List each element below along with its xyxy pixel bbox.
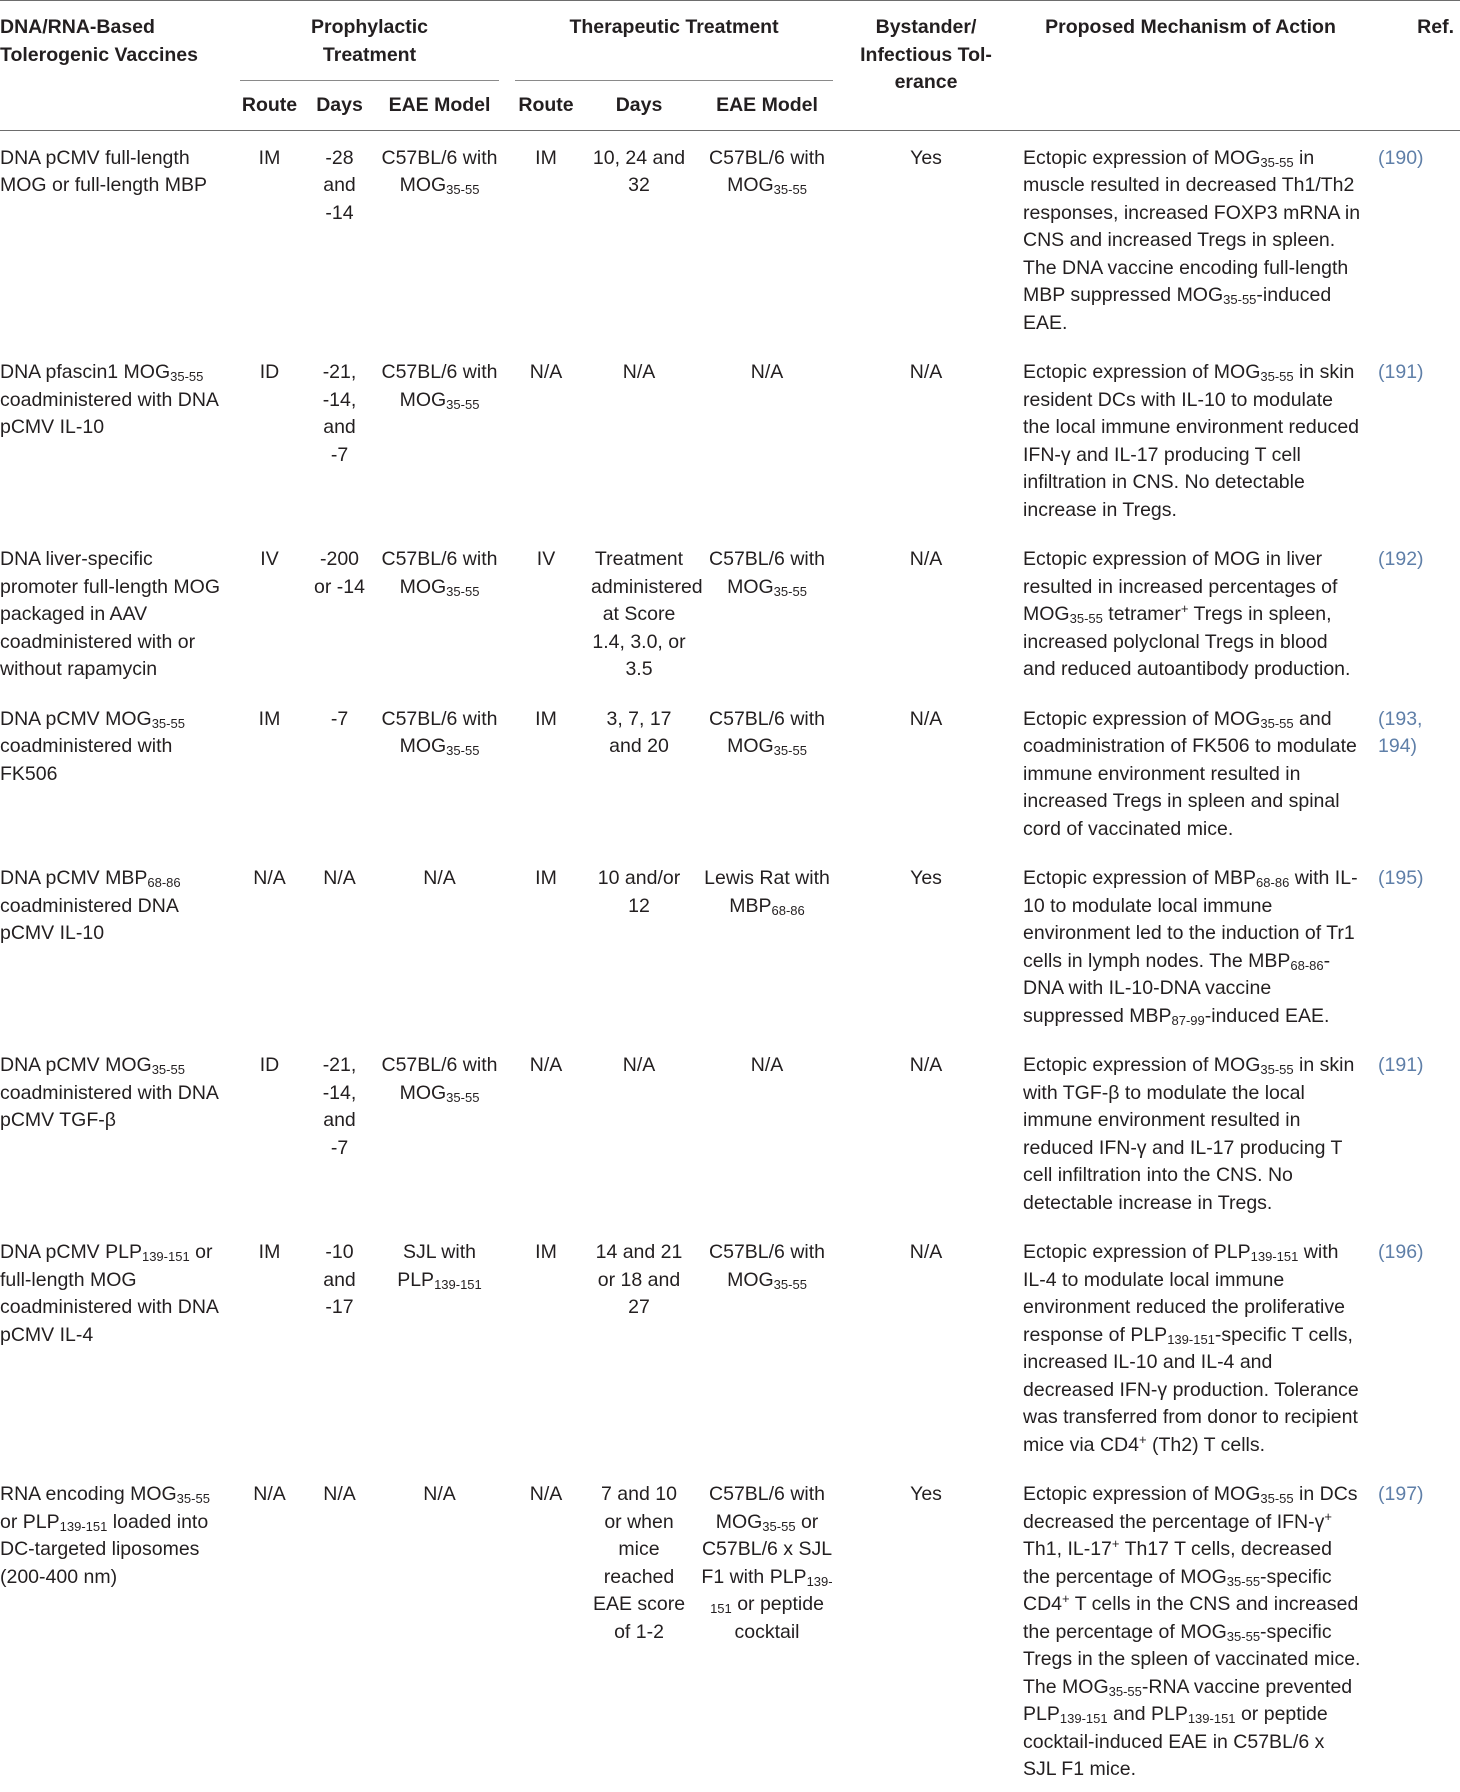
prophylactic-days-cell: N/A [323,867,356,889]
therapeutic-model-cell: C57BL/6 with $MOG_{35-55}$ [709,707,825,758]
therapeutic-model-cell: C57BL/6 with $MOG_{35-55}$ [709,548,825,599]
prophylactic-days-cell: -200 or -14 [314,548,365,598]
prophylactic-model-cell: C57BL/6 with $MOG_{35-55}$ [381,707,498,758]
therapeutic-model-cell: C57BL/6 with $MOG_{35-55}$ or C57BL/6 x SJL F1 with $PLP_{139-151}$ or peptide cocktail [701,1483,833,1643]
header-p-route: Route [241,94,298,116]
bystander-cell: N/A [909,707,943,730]
prophylactic-model-cell: SJL with $PLP_{139-151}$ [397,1241,482,1292]
therapeutic-days-cell: 3, 7, 17 and 20 [606,707,672,757]
header-t-route: Route [518,94,574,116]
mechanism-cell: Ectopic expression of $MOG_{35-55}$ in DCs decreased the percentage of IFN-γ+ Th1, IL-17+ Th17 T cells, decreased the percentage of $MOG_{35-55}$-specific CD4+ T cells in the CNS and increased the percentage of $MOG_{35-55}$-specific Tregs in the spleen of vaccinated mice. The $MOG_{35-55}$-RNA vaccine prevented $PLP_{139-151}$ and $PLP_{139-151}$ or peptide cocktail-induced EAE in C57BL/6 x SJL F1 mice. [1023,1483,1361,1780]
header-t-model: EAE Model [716,94,818,116]
header-ref: Ref. [1417,16,1455,38]
header-therapeutic: Therapeutic Treatment [507,1,841,82]
reference-link[interactable]: (196) [1378,1241,1424,1263]
vaccine-cell: DNA pCMV $MOG_{35-55}$ coadministered with DNA pCMV TGF-β [0,1054,218,1131]
therapeutic-route-cell: IM [535,707,557,730]
prophylactic-model-cell: C57BL/6 with $MOG_{35-55}$ [381,361,498,412]
bystander-cell: N/A [909,1054,943,1076]
header-prophylactic [232,1,507,82]
therapeutic-route-cell: N/A [529,1054,563,1076]
table-row [0,1038,1460,1225]
therapeutic-model-cell: Lewis Rat with $MBP_{68-86}$ [704,867,830,918]
header-t-days: Days [615,94,663,116]
therapeutic-days-cell: N/A [622,1054,656,1076]
table-row [0,1225,1460,1467]
header-p-model: EAE Model [388,94,491,116]
therapeutic-route-cell: IM [535,1241,557,1263]
reference-link[interactable]: (192) [1378,548,1424,570]
mechanism-cell: Ectopic expression of $MBP_{68-86}$ with IL-10 to modulate local immune environment led to the induction of Tr1 cells in lymph nodes. The $MBP_{68-86}$-DNA with IL-10-DNA vaccine suppressed $MBP_{87-99}$-induced EAE. [1023,867,1358,1028]
vaccine-cell: DNA liver-specific promoter full-length MOG packaged in AAV coadministered with or without rapamycin [0,548,220,680]
bystander-cell: Yes [910,867,942,889]
therapeutic-route-cell: IM [535,146,557,169]
prophylactic-route-cell: ID [259,1054,280,1076]
therapeutic-days-cell: 7 and 10 or when mice reached EAE score of 1-2 [592,1483,686,1643]
prophylactic-model-cell: N/A [423,1483,456,1505]
vaccine-cell: DNA pCMV full-length MOG or full-length MBP [0,146,207,196]
prophylactic-days-cell: -10 and -17 [323,1241,356,1318]
mechanism-cell: Ectopic expression of MOG in liver resulted in increased percentages of $MOG_{35-55}$ tetramer+ Tregs in spleen, increased polyclonal Tregs in blood and reduced autoantibody production. [1023,548,1351,680]
prophylactic-route-cell: N/A [253,1483,286,1505]
therapeutic-days-cell: 10, 24 and 32 [592,146,686,196]
bystander-cell: N/A [909,548,943,570]
prophylactic-days-cell: N/A [323,1483,356,1505]
prophylactic-model-cell: N/A [423,867,456,889]
vaccine-cell: DNA pCMV $MBP_{68-86}$ coadministered DNA pCMV IL-10 [0,867,181,944]
therapeutic-model-cell: C57BL/6 with $MOG_{35-55}$ [709,146,825,197]
table-body [0,130,1460,1792]
prophylactic-model-cell: C57BL/6 with $MOG_{35-55}$ [381,1054,498,1105]
reference-link[interactable]: (191) [1378,1054,1424,1076]
table-row [0,130,1460,345]
bystander-cell: Yes [910,146,942,169]
prophylactic-route-cell: IM [258,707,281,730]
prophylactic-route-cell: IM [258,146,281,169]
therapeutic-route-cell: N/A [529,1483,563,1505]
header-vaccines: DNA/RNA-Based Tolerogenic Vaccines [0,16,198,66]
prophylactic-days-cell: -21, -14, and -7 [322,1054,357,1159]
reference-link[interactable]: (197) [1378,1483,1424,1505]
bystander-cell: N/A [909,1241,943,1263]
therapeutic-route-cell: IV [536,548,556,570]
mechanism-cell: Ectopic expression of $PLP_{139-151}$ with IL-4 to modulate local immune environment reduced the proliferative response of $PLP_{139-151}$-specific T cells, increased IL-10 and IL-4 and decreased IFN-γ production. Tolerance was transferred from donor to recipient mice via CD4+ (Th2) T cells. [1023,1241,1359,1456]
therapeutic-route-cell: IM [535,867,557,889]
header-bystander: Bystander/ Infectious Tolerance [860,16,992,93]
therapeutic-route-cell: N/A [529,361,563,383]
therapeutic-days-cell: 14 and 21 or 18 and 27 [595,1241,683,1318]
therapeutic-model-cell: N/A [750,361,784,383]
table-row [0,345,1460,532]
reference-link[interactable]: (193, 194) [1378,707,1423,757]
prophylactic-model-cell: C57BL/6 with $MOG_{35-55}$ [381,146,498,197]
mechanism-cell: Ectopic expression of $MOG_{35-55}$ in skin with TGF-β to modulate the local immune environment resulted in reduced IFN-γ and IL-17 producing T cell infiltration into the CNS. No detectable increase in Tregs. [1023,1054,1355,1214]
bystander-cell: N/A [909,361,943,383]
vaccine-cell: DNA pCMV $MOG_{35-55}$ coadministered with FK506 [0,707,185,785]
table-row [0,692,1460,852]
reference-link[interactable]: (190) [1378,146,1424,169]
prophylactic-model-cell: C57BL/6 with $MOG_{35-55}$ [381,548,498,599]
table-row [0,851,1460,1038]
prophylactic-days-cell: -7 [330,707,349,730]
mechanism-cell: Ectopic expression of $MOG_{35-55}$ and coadministration of FK506 to modulate immune environment resulted in increased Tregs in spleen and spinal cord of vaccinated mice. [1023,707,1357,840]
therapeutic-model-cell: C57BL/6 with $MOG_{35-55}$ [709,1241,825,1292]
vaccine-cell: RNA encoding $MOG_{35-55}$ or $PLP_{139-151}$ loaded into DC-targeted liposomes (200-400 nm) [0,1483,210,1588]
reference-link[interactable]: (191) [1378,361,1424,383]
header-p-days: Days [316,94,363,116]
therapeutic-days-cell: Treatment administered at Score 1.4, 3.0, or 3.5 [591,548,703,680]
vaccine-cell: DNA pCMV $PLP_{139-151}$ or full-length MOG coadministered with DNA pCMV IL-4 [0,1241,218,1346]
therapeutic-days-cell: 10 and/or 12 [597,867,681,917]
therapeutic-model-cell: N/A [750,1054,784,1076]
bystander-cell: Yes [910,1483,942,1505]
table-row [0,532,1460,692]
prophylactic-days-cell: -28 and -14 [323,146,356,224]
prophylactic-route-cell: IV [260,548,279,570]
vaccine-cell: DNA pfascin1 $MOG_{35-55}$ coadministered with DNA pCMV IL-10 [0,361,218,438]
mechanism-cell: Ectopic expression of $MOG_{35-55}$ in muscle resulted in decreased Th1/Th2 responses, increased FOXP3 mRNA in CNS and increased Tregs in spleen. The DNA vaccine encoding full-length MBP suppressed $MOG_{35-55}$-induced EAE. [1023,146,1361,334]
table-header [0,1,1460,131]
mechanism-cell: Ectopic expression of $MOG_{35-55}$ in skin resident DCs with IL-10 to modulate the local immune environment reduced IFN-γ and IL-17 producing T cell infiltration in CNS. No detectable increase in Tregs. [1023,361,1360,521]
prophylactic-route-cell: N/A [253,867,286,889]
header-prophylactic-label: Prophylactic Treatment [310,16,429,66]
prophylactic-route-cell: ID [259,361,280,383]
prophylactic-days-cell: -21, -14, and -7 [322,361,357,466]
header-mechanism: Proposed Mechanism of Action [1045,16,1336,38]
table-row [0,1467,1460,1792]
therapeutic-days-cell: N/A [622,361,656,383]
reference-link[interactable]: (195) [1378,867,1424,889]
prophylactic-route-cell: IM [258,1241,281,1263]
